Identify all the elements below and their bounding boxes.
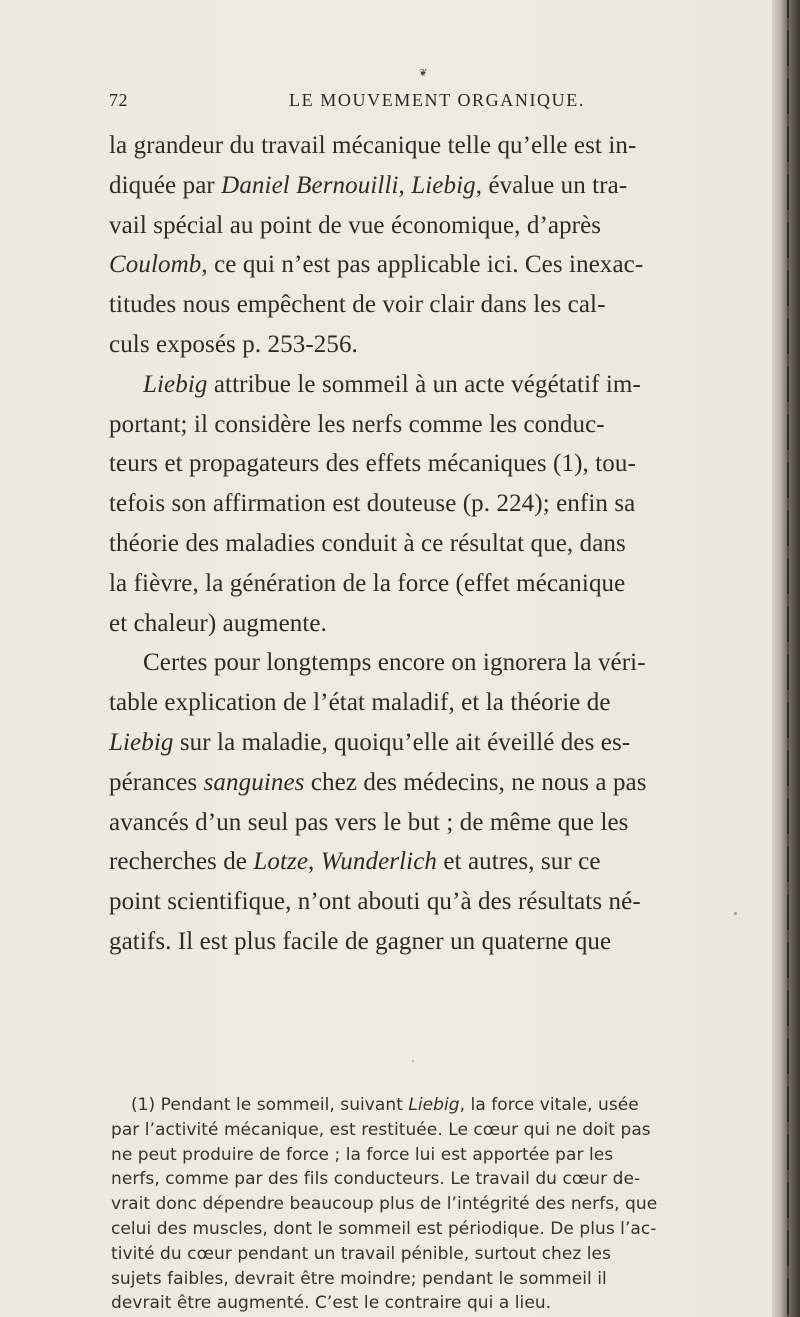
footnote-line: sujets faibles, devrait être moindre; pendant le sommeil il <box>111 1268 607 1289</box>
paragraph-start-line: Certes pour longtemps encore on ignorera la véri- <box>143 649 646 677</box>
ornament-mark: ❦ <box>419 68 428 79</box>
paper-speck <box>412 1060 414 1062</box>
book-binding-edge <box>772 0 800 1317</box>
text-fragment: et autres, sur ce <box>437 848 601 876</box>
binding-stitch <box>787 0 789 1317</box>
italic-name: Lotze <box>253 848 309 876</box>
text-line: teurs et propagateurs des effets mécaniques (1), tou- <box>109 450 636 478</box>
italic-name: Liebig <box>411 171 476 199</box>
italic-name: Wunderlich <box>320 848 438 876</box>
footnote-line: ne peut produire de force ; la force lui est apportée par les <box>111 1144 614 1165</box>
text-line <box>109 245 723 285</box>
footnote-line: vrait donc dépendre beaucoup plus de l’intégrité des nerfs, que <box>111 1194 658 1215</box>
text-line: tefois son affirmation est douteuse (p. 224); enfin sa <box>109 490 636 518</box>
text-line <box>109 166 723 206</box>
text-fragment: , la force vitale, usée <box>459 1095 639 1115</box>
text-fragment: attribue le sommeil à un acte végétatif im- <box>207 370 641 398</box>
text-fragment: chez des médecins, ne nous a pas <box>304 768 647 796</box>
text-line: vail spécial au point de vue économique, d’après <box>109 211 602 239</box>
italic-name: Liebig <box>143 370 208 398</box>
text-line: et chaleur) augmente. <box>109 609 327 637</box>
text-line: théorie des maladies conduit à ce résultat que, dans <box>109 529 626 557</box>
paragraph-start-line <box>109 365 723 405</box>
footnote-line: tivité du cœur pendant un travail pénible, surtout chez les <box>111 1243 611 1264</box>
page-number: 72 <box>109 90 128 110</box>
text-fragment: diquée par <box>109 171 222 199</box>
italic-word: sanguines <box>203 768 305 796</box>
italic-name: Liebig <box>408 1095 460 1115</box>
text-line <box>109 723 723 763</box>
text-line: culs exposés p. 253-256. <box>109 330 358 358</box>
footnote <box>111 1093 723 1316</box>
text-line: table explication de l’état maladif, et la théorie de <box>109 689 611 717</box>
text-fragment: , ce qui n’est pas applicable ici. Ces inexac- <box>201 251 644 279</box>
text-fragment: , évalue un tra- <box>475 171 628 199</box>
running-head: LE MOUVEMENT ORGANIQUE. <box>289 90 585 110</box>
paper-speck <box>734 912 737 915</box>
text-fragment: pérances <box>109 768 204 796</box>
text-line: la fièvre, la génération de la force (effet mécanique <box>109 569 626 597</box>
text-line: portant; il considère les nerfs comme les conduc- <box>109 410 605 438</box>
text-line: titudes nous empêchent de voir clair dans les cal- <box>109 291 606 319</box>
italic-name: Coulomb <box>109 251 202 279</box>
footnote-first-line <box>111 1093 723 1118</box>
text-line: gatifs. Il est plus facile de gagner un quaterne que <box>109 927 612 955</box>
footnote-line: par l’activité mécanique, est restituée. Le cœur qui ne doit pas <box>111 1119 651 1140</box>
text-line: point scientifique, n’ont abouti qu’à des résultats né- <box>109 888 641 916</box>
main-text <box>109 126 723 962</box>
text-line <box>109 842 723 882</box>
text-fragment: , <box>308 848 321 876</box>
text-line: avancés d’un seul pas vers le but ; de même que les <box>109 808 629 836</box>
footnote-line: celui des muscles, dont le sommeil est périodique. De plus l’ac- <box>111 1218 657 1239</box>
text-fragment: sur la maladie, quoiqu’elle ait éveillé des es- <box>173 728 631 756</box>
text-line: la grandeur du travail mécanique telle qu’elle est in- <box>109 132 637 159</box>
italic-name: Daniel Bernouilli <box>221 171 399 199</box>
text-fragment: , <box>398 171 412 199</box>
text-line <box>109 763 723 803</box>
text-fragment: recherches de <box>109 848 254 876</box>
text-fragment: (1) Pendant le sommeil, suivant <box>131 1095 409 1115</box>
page-header <box>109 68 723 116</box>
footnote-line: nerfs, comme par des fils conducteurs. Le travail du cœur de- <box>111 1169 641 1190</box>
italic-name: Liebig <box>109 728 174 756</box>
footnote-line: devrait être augmenté. C’est le contraire qui a lieu. <box>111 1293 552 1314</box>
